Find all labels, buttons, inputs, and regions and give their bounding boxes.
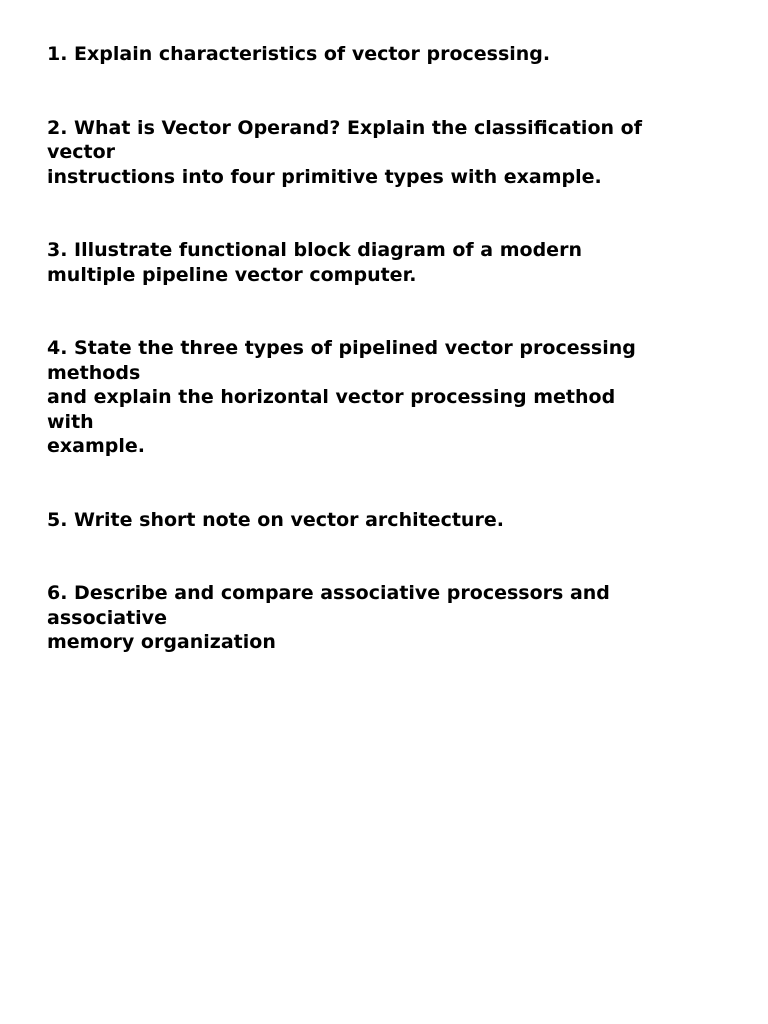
question-4 [47, 336, 727, 459]
question-line: 3. Illustrate functional block diagram of a modern [47, 239, 582, 261]
question-5 [47, 508, 727, 533]
question-line: memory organization [47, 631, 276, 653]
question-line: example. [47, 435, 145, 457]
question-line: 4. State the three types of pipelined vector processing [47, 337, 636, 359]
question-line: associative [47, 606, 167, 629]
question-3 [47, 238, 727, 287]
question-line: 1. Explain characteristics of vector processing. [47, 43, 551, 65]
question-list [47, 42, 727, 704]
question-line: methods [47, 361, 141, 384]
question-line: multiple pipeline vector computer. [47, 263, 417, 286]
question-line: 6. Describe and compare associative processors and [47, 582, 610, 604]
question-line: with [47, 410, 94, 433]
question-line: 2. What is Vector Operand? Explain the classification of [47, 116, 642, 139]
question-2 [47, 116, 727, 190]
question-6 [47, 581, 727, 655]
question-line: and explain the horizontal vector processing method [47, 386, 616, 408]
question-1 [47, 42, 727, 67]
question-line: instructions into four primitive types with example. [47, 165, 602, 188]
question-line: 5. Write short note on vector architecture. [47, 508, 504, 531]
question-line: vector [47, 141, 116, 163]
